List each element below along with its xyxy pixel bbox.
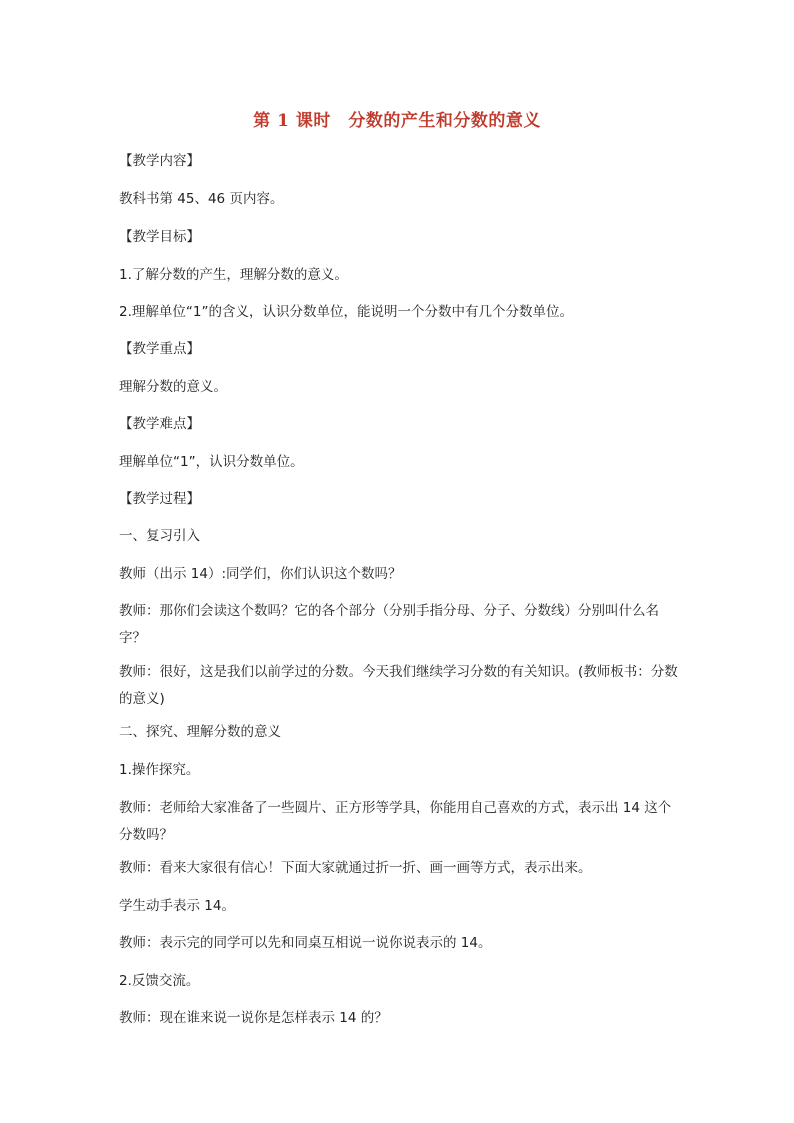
- paragraph: 教师：看来大家很有信心！下面大家就通过折一折、画一画等方式，表示出来。: [119, 860, 592, 876]
- paragraph: 学生动手表示 14。: [119, 898, 235, 914]
- subsection-heading: 一、复习引入: [119, 528, 200, 544]
- section-heading-process: 【教学过程】: [119, 491, 200, 507]
- paragraph: 教师：很好，这是我们以前学过的分数。今天我们继续学习分数的有关知识。(教师板书：分数的意义): [119, 664, 678, 707]
- subsection-heading: 二、探究、理解分数的意义: [119, 724, 281, 740]
- section-heading-difficulties: 【教学难点】: [119, 416, 200, 432]
- section-heading-objectives: 【教学目标】: [119, 229, 200, 245]
- paragraph: 理解单位“1”，认识分数单位。: [119, 454, 304, 470]
- paragraph: 教师：老师给大家准备了一些圆片、正方形等学具，你能用自己喜欢的方式，表示出 14 这个分数吗？: [119, 800, 672, 843]
- paragraph: 2.理解单位“1”的含义，认识分数单位，能说明一个分数中有几个分数单位。: [119, 304, 573, 320]
- paragraph: 教师（出示 14）:同学们，你们认识这个数吗？: [119, 566, 402, 582]
- paragraph: 理解分数的意义。: [119, 379, 227, 395]
- section-heading-content: 【教学内容】: [119, 153, 200, 169]
- paragraph: 教师：那你们会读这个数吗？它的各个部分（分别手指分母、分子、分数线）分别叫什么名字？: [119, 603, 659, 646]
- section-heading-key-points: 【教学重点】: [119, 341, 200, 357]
- paragraph: 教师：现在谁来说一说你是怎样表示 14 的？: [119, 1010, 388, 1026]
- page-title: 第 1 课时 分数的产生和分数的意义: [253, 111, 541, 131]
- paragraph: 教师：表示完的同学可以先和同桌互相说一说你说表示的 14。: [119, 935, 492, 951]
- paragraph: 2.反馈交流。: [119, 973, 200, 989]
- paragraph: 教科书第 45、46 页内容。: [119, 191, 284, 207]
- paragraph: 1.了解分数的产生，理解分数的意义。: [119, 267, 348, 283]
- paragraph: 1.操作探究。: [119, 762, 200, 778]
